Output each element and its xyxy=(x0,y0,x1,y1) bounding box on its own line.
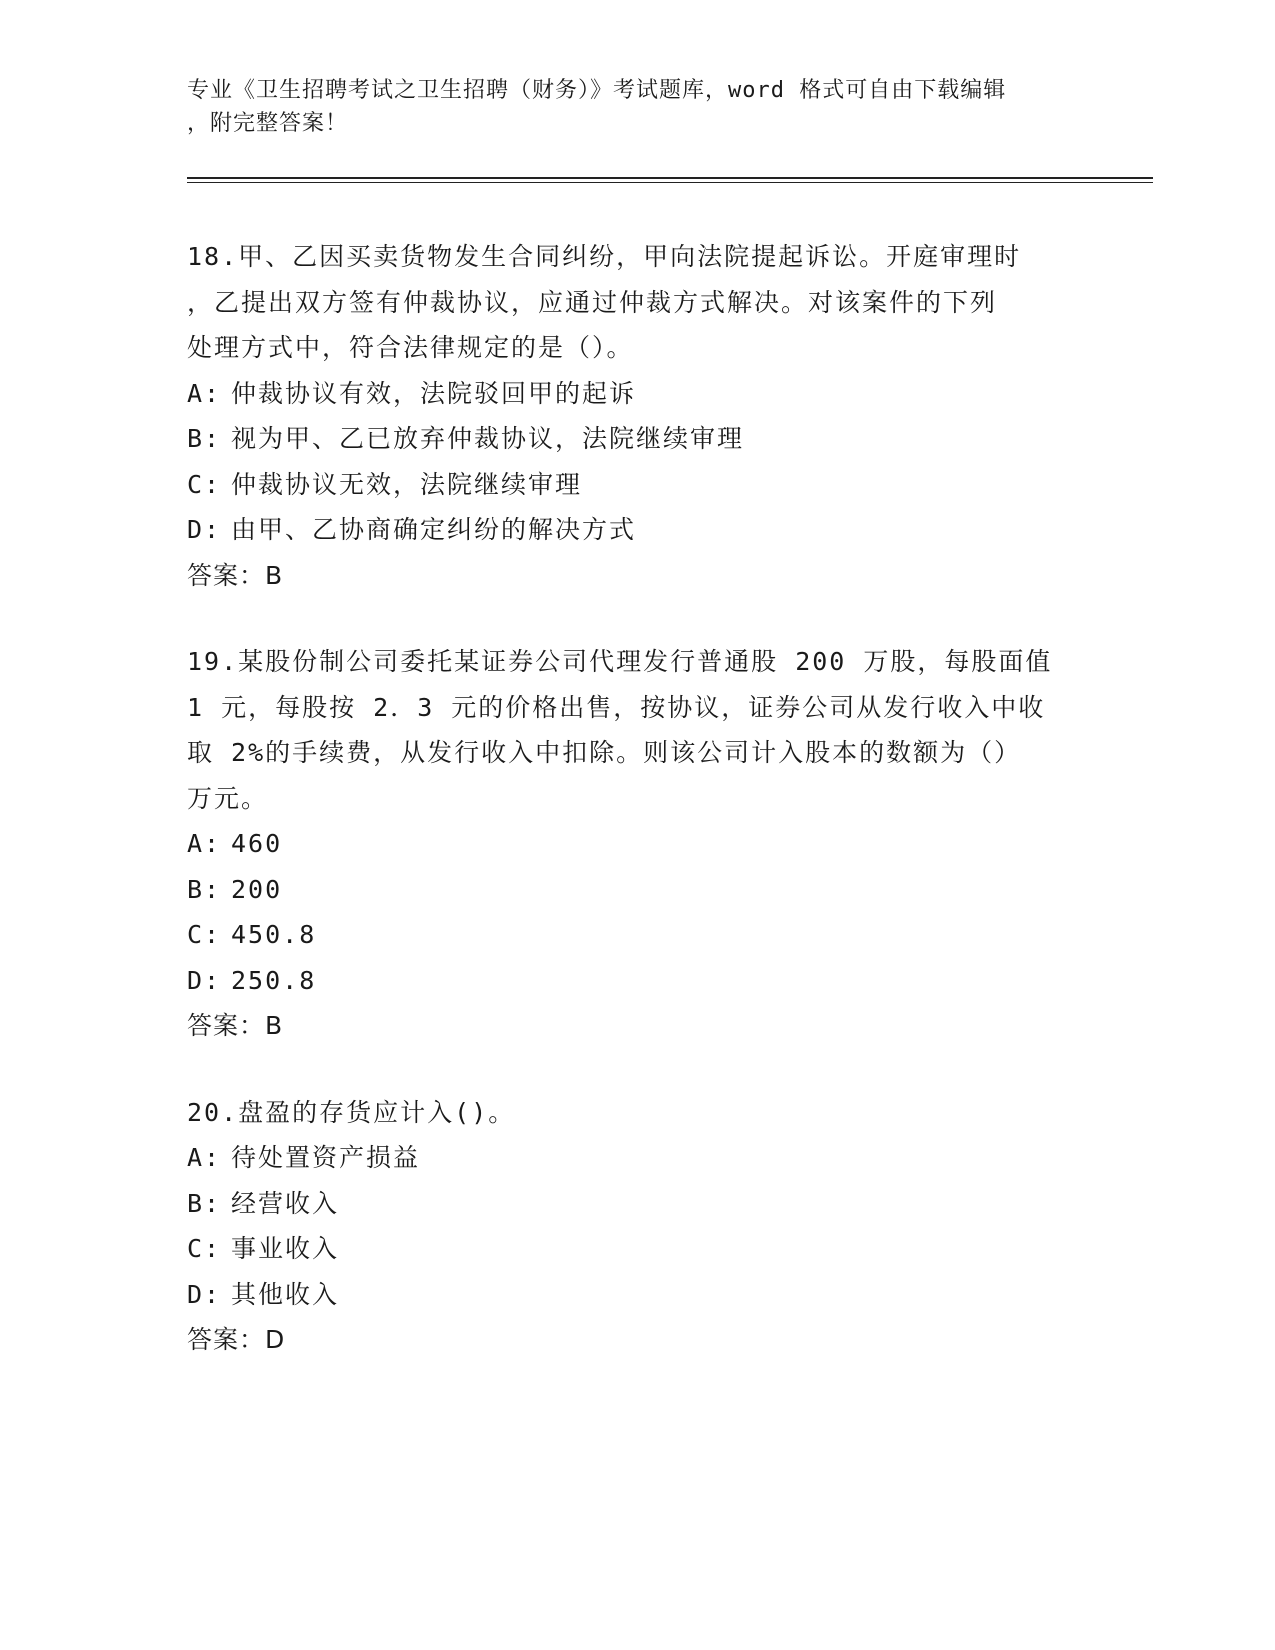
option-text: 200 xyxy=(231,874,283,904)
option-label: A: xyxy=(187,829,222,858)
option-a xyxy=(187,371,1087,417)
question-19 xyxy=(187,639,1087,1049)
option-a xyxy=(187,1135,1087,1181)
option-label: B: xyxy=(187,424,222,453)
option-text: 由甲、乙协商确定纠纷的解决方式 xyxy=(231,515,637,544)
option-label: A: xyxy=(187,378,222,408)
option-label: C: xyxy=(187,469,222,499)
option-c xyxy=(187,912,1087,958)
question-stem-line: 万元。 xyxy=(187,783,269,813)
question-stem-line: 1 元，每股按 2．3 元的价格出售，按协议，证券公司从发行收入中收 xyxy=(187,692,1046,722)
option-label: B: xyxy=(187,1188,222,1218)
option-text: 仲裁协议无效，法院继续审理 xyxy=(231,469,583,499)
answer-line: 答案：D xyxy=(187,1325,286,1354)
option-text: 经营收入 xyxy=(231,1188,340,1218)
option-label: C: xyxy=(187,1234,222,1263)
question-stem-line: 取 2%的手续费，从发行收入中扣除。则该公司计入股本的数额为（） xyxy=(187,738,1022,767)
question-stem-line: 处理方式中，符合法律规定的是（）。 xyxy=(187,333,634,362)
option-label: B: xyxy=(187,874,222,904)
option-text: 视为甲、乙已放弃仲裁协议，法院继续审理 xyxy=(231,424,745,453)
option-label: D: xyxy=(187,1279,222,1309)
option-text: 其他收入 xyxy=(231,1279,340,1309)
option-c xyxy=(187,462,1087,508)
option-label: D: xyxy=(187,515,222,544)
option-c xyxy=(187,1226,1087,1272)
question-stem-line: 19.某股份制公司委托某证券公司代理发行普通股 200 万股，每股面值 xyxy=(187,647,1053,676)
header-line: 专业《卫生招聘考试之卫生招聘（财务）》考试题库，word 格式可自由下载编辑 xyxy=(187,78,1007,103)
option-a xyxy=(187,821,1087,867)
question-18 xyxy=(187,234,1087,598)
document-header xyxy=(187,74,1087,140)
question-stem-line: 20.盘盈的存货应计入()。 xyxy=(187,1097,516,1127)
question-stem-line: 18.甲、乙因买卖货物发生合同纠纷，甲向法院提起诉讼。开庭审理时 xyxy=(187,242,1022,271)
question-stem-line: ，乙提出双方签有仲裁协议，应通过仲裁方式解决。对该案件的下列 xyxy=(187,287,998,317)
option-text: 250.8 xyxy=(231,965,317,995)
option-text: 待处置资产损益 xyxy=(231,1143,421,1172)
header-divider-thin xyxy=(187,182,1153,183)
answer-line: 答案：B xyxy=(187,1011,284,1040)
option-text: 仲裁协议有效，法院驳回甲的起诉 xyxy=(231,378,637,408)
option-b xyxy=(187,867,1087,913)
option-text: 事业收入 xyxy=(231,1234,340,1263)
answer-line: 答案：B xyxy=(187,560,284,590)
option-label: D: xyxy=(187,965,222,995)
header-divider-thick xyxy=(187,177,1153,179)
option-b xyxy=(187,416,1087,462)
option-label: C: xyxy=(187,920,222,949)
question-20 xyxy=(187,1090,1087,1363)
header-line: ，附完整答案！ xyxy=(187,111,349,136)
question-list xyxy=(187,234,1087,1404)
option-b xyxy=(187,1181,1087,1227)
option-label: A: xyxy=(187,1143,222,1172)
option-text: 450.8 xyxy=(231,920,317,949)
option-d xyxy=(187,1272,1087,1318)
option-text: 460 xyxy=(231,829,283,858)
option-d xyxy=(187,507,1087,553)
option-d xyxy=(187,958,1087,1004)
